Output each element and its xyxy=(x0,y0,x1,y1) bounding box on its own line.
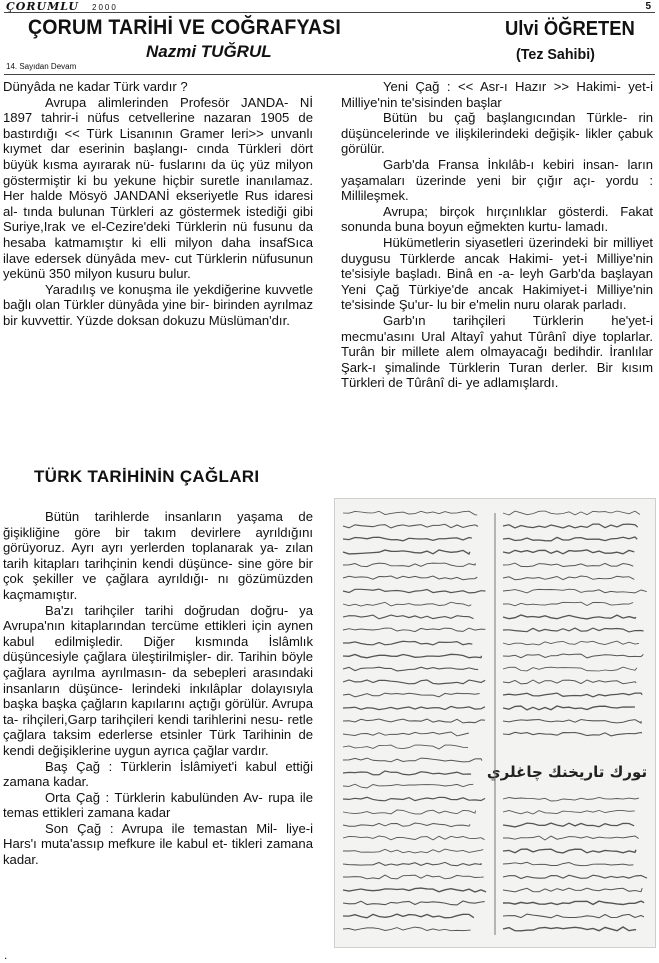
text-line: daha insafSıca ilave edersek dünyâda mev- xyxy=(3,234,314,266)
text-line: bedihdir. İranlılar Şark-ı şimalinde Türklerin xyxy=(341,344,654,375)
text-line: leyh Garb'da başlayan Yeni Çağ Türkiye'de xyxy=(341,266,653,297)
text-line: Orta Çağ : Türklerin kabulünden Av- xyxy=(45,789,263,805)
paragraph xyxy=(3,603,313,759)
scanned-page-drawing xyxy=(335,499,655,947)
text-line: ettiği zamana kadar. xyxy=(3,758,313,790)
text-line: nı gözümüzden kaçmamıştır. xyxy=(3,571,313,602)
scan-text-line xyxy=(343,628,485,632)
text-line: cut Türklerin nüfusunun yekünü 350 milyon xyxy=(3,250,313,282)
paragraph xyxy=(3,79,313,95)
text-line: Garb'ın tarihçileri Türklerin he'yet-i xyxy=(383,312,653,328)
article-author: Nazmi TUĞRUL xyxy=(146,42,272,61)
left-column-text xyxy=(3,79,313,329)
scan-text-line xyxy=(503,706,635,710)
text-line: rin düşüncelerinde ve ilişkilerindeki değişik- xyxy=(341,110,654,141)
scan-text-line xyxy=(343,849,483,853)
paragraph xyxy=(3,282,313,329)
scan-text-line xyxy=(503,602,633,606)
text-line: bir milliyet duygusu Türklerde ancak Hakimi- xyxy=(341,234,654,266)
scan-text-line xyxy=(343,654,481,658)
text-line: için aynen kabul edilmişledir. Diğer kısmında xyxy=(3,618,313,649)
paragraph xyxy=(3,509,313,603)
scan-text-line xyxy=(503,654,643,658)
scan-text-line xyxy=(503,732,642,736)
text-line: dokuzu Müslüman'dır. xyxy=(162,312,290,328)
text-line: Hükümetlerin siyasetleri üzerindeki xyxy=(383,234,589,250)
scan-text-line xyxy=(503,798,639,802)
paragraph xyxy=(341,110,653,157)
text-line: kuvvetle bağlı olan Türkler dünyâda yine bir- xyxy=(3,281,313,313)
text-line: kusuru bulur. xyxy=(115,266,191,282)
text-line: liye-i Hars'ı muta'assıp mefkure ile kabul et- xyxy=(3,820,313,852)
scan-text-line xyxy=(343,836,485,840)
text-line: Ba'zı tarihçiler tarihi doğrudan doğru- xyxy=(45,602,289,618)
text-line: ya Avrupa'nın kitaplarından tercüme ettikleri xyxy=(3,602,314,634)
scan-text-line xyxy=(343,524,478,528)
scan-headline: تورك تاريخنك چاغلري xyxy=(486,763,648,781)
text-line: Avrupa alimlerinden Profesör JANDA- xyxy=(45,94,289,110)
title-rule xyxy=(4,74,655,75)
scan-text-line xyxy=(343,667,478,671)
text-line: rupa ile temas ettikleri zamana kadar xyxy=(3,789,313,821)
text-line: rihçileri,Garp tarihçileri kendi tarihlerini nesu- xyxy=(22,711,284,727)
scan-text-line xyxy=(343,680,485,684)
text-line: ların yaşamaları üzerinde yeni bir çığır açı- xyxy=(341,156,653,188)
issue-year: 2000 xyxy=(92,3,118,12)
scan-text-line xyxy=(343,784,473,788)
trailing-mark: . xyxy=(4,948,8,962)
paragraph xyxy=(3,821,313,868)
scan-text-line xyxy=(343,563,475,567)
text-line: Turan derler. Bir kısım Türkleri de Tûrânî di- xyxy=(341,359,653,391)
paragraph xyxy=(341,313,653,391)
text-line: yet-i Milliye'nin te'sisiyle başladı. Binâ en -a- xyxy=(341,250,653,282)
owner-name: Ulvi ÖĞRETEN xyxy=(505,18,635,40)
text-line: Yaradılış ve konuşma ile yekdiğerine xyxy=(45,281,261,297)
scan-text-line xyxy=(343,602,471,606)
right-column-text xyxy=(341,79,653,391)
text-line: retle çağlara taksim ederlerse etsinler Türk xyxy=(3,711,314,743)
scan-text-line xyxy=(343,758,482,762)
text-line: lamadı. xyxy=(565,219,609,235)
scan-text-line xyxy=(503,680,636,684)
scan-text-line xyxy=(343,901,485,905)
scan-text-line xyxy=(503,550,634,554)
scan-text-line xyxy=(343,745,468,749)
scan-text-line xyxy=(343,537,472,541)
scan-text-line xyxy=(503,667,637,671)
text-line: çağlar vardır. xyxy=(192,742,269,758)
scan-text-line xyxy=(343,797,485,801)
text-line: Son Çağ : Avrupa ile temastan Mil- xyxy=(45,820,278,836)
paragraph xyxy=(341,79,653,110)
scan-text-line xyxy=(343,732,469,736)
scan-text-line xyxy=(503,823,634,827)
paragraph xyxy=(341,204,653,235)
text-line: cında Türkleri dört büyük kısma ayırarak nü- xyxy=(3,141,313,172)
scan-text-line xyxy=(503,563,633,567)
scan-text-line xyxy=(503,589,647,593)
scan-text-line xyxy=(503,720,641,724)
text-line: da sebepleri arasındaki insanların düşünce- xyxy=(3,664,314,696)
text-line: Mösyö JANDANİ ekseriyetle Rus idaresi al- xyxy=(3,188,314,219)
scan-text-line xyxy=(343,693,480,697)
text-line: Dünyâda ne kadar Türk vardır ? xyxy=(3,79,188,94)
text-line: dir. Tarihin böyle çağlara ayrılma ayrılmasın- xyxy=(3,649,313,680)
text-line: ancak Hakimiyet-i Milliye'nin te'sisinde Şu'ur- xyxy=(341,281,653,313)
text-line: tikleri zamana kadar. xyxy=(3,836,313,868)
scan-text-line xyxy=(503,511,640,515)
header-rule xyxy=(4,12,655,13)
scan-text-line xyxy=(503,862,633,865)
text-line: tında bulunan Türkleri az göstermek istediği xyxy=(23,203,287,219)
scan-text-line xyxy=(343,550,470,554)
scan-text-line xyxy=(343,823,470,827)
text-line: ğişikliğine göre bir takım devirlere ayrıldığını xyxy=(3,524,313,540)
scan-text-line xyxy=(503,888,642,892)
scan-text-line xyxy=(343,862,481,865)
text-line: fusunu da hesaba katmamıştır ki elli milyon xyxy=(3,219,314,250)
text-line: fuslarını da üç yüz milyon göstermiştir ki bu xyxy=(3,156,313,188)
scan-text-line xyxy=(343,810,475,814)
section-body-text xyxy=(3,509,313,868)
paragraph xyxy=(3,95,313,282)
text-line: yekune hiçbir suretle inanılamaz. Her halde xyxy=(3,172,313,204)
text-line: Nİ 1897 tahrir-i nüfus cetvellerine nazaran xyxy=(3,94,314,126)
scan-text-line xyxy=(503,537,637,541)
text-line: Baş Çağ : Türklerin İslâmiyet'i kabul xyxy=(45,758,277,774)
text-line: gibi Suriye,Irak ve el-Cezire'deki Türklerin nü xyxy=(3,203,314,235)
text-line: 1905 de bastırdığı << Türk Lisanının Gramer xyxy=(3,110,313,141)
text-line: görüyoruz. Ayrı ayrı yerlerden toplanarak ya- xyxy=(3,540,279,556)
text-line: Bütün tarihlerde insanların yaşama de xyxy=(45,509,313,524)
section-heading: TÜRK TARİHİNİN ÇAĞLARI xyxy=(34,467,260,486)
scan-text-line xyxy=(503,914,644,918)
scan-text-line xyxy=(503,693,642,697)
scan-text-line xyxy=(343,615,473,619)
scan-text-line xyxy=(343,641,472,645)
scan-text-line xyxy=(503,524,638,528)
text-line: leri>> unvanlı kıymet dar eserinin başlangı- xyxy=(3,125,313,157)
article-title: ÇORUM TARİHİ VE COĞRAFYASI xyxy=(28,16,342,39)
text-line: mecmu'asını Ural Altayî yahut Tûrânî diye xyxy=(341,328,597,344)
paragraph xyxy=(341,235,653,313)
paragraph xyxy=(3,790,313,821)
scan-text-line xyxy=(343,576,477,580)
text-line: zılan tarih kitapları tarihçinin kendi düşünce- xyxy=(3,540,314,571)
text-line: lu bir e'melin nuru olarak parladı. xyxy=(436,297,627,313)
text-line: birinden ayrılmaz bir kuvvettir. Yüzde doksan xyxy=(3,297,313,328)
text-line: Fakat sonunda buna boyun eğmekten kurtu- xyxy=(341,203,654,235)
text-line: Tarihinin de kendi değişiklerine uygun ayrıca xyxy=(3,727,314,758)
text-line: yet-i Milliye'nin te'sisinden başlar xyxy=(341,79,653,110)
scan-text-line xyxy=(503,641,639,645)
scan-text-line xyxy=(343,888,486,892)
scan-text-line xyxy=(343,719,485,723)
scan-text-line xyxy=(343,875,484,879)
text-line: lerindeki inkılâplar dolayısıyla başka başka xyxy=(3,680,313,712)
scan-text-line xyxy=(503,628,644,632)
scan-text-line xyxy=(503,615,636,619)
scan-text-line xyxy=(503,810,635,814)
text-line: sine göre bir çok şekiller ve çağlara ayrıldığı- xyxy=(3,555,313,587)
masthead-logo: ÇORUMLU xyxy=(6,0,79,13)
scan-text-line xyxy=(503,927,636,931)
text-line: Avrupa; birçok hırçınlıklar gösterdi. xyxy=(383,203,609,219)
paragraph xyxy=(3,759,313,790)
scan-text-line xyxy=(343,589,485,593)
text-line: Garb'da Fransa İnkılâb-ı kebiri insan- xyxy=(383,156,619,172)
text-line: çağların kapılarını açtığı görülür. Avrupa ta- xyxy=(3,696,313,727)
scan-text-line xyxy=(503,576,634,580)
scan-text-line xyxy=(343,511,477,515)
scan-text-line xyxy=(343,927,471,931)
text-line: İslâmlık düşüncesiyle çağlara üleştirilmişler- xyxy=(3,633,313,665)
text-line: Yeni Çağ : << Asr-ı Hazır >> Hakimi- xyxy=(383,79,621,94)
text-line: yordu : Millileşmek. xyxy=(341,172,653,204)
page-number: 5 xyxy=(645,1,651,12)
scan-text-line xyxy=(503,901,644,904)
scan-text-line xyxy=(503,836,639,840)
scan-text-line xyxy=(503,875,647,878)
scanned-ottoman-page-image xyxy=(334,498,656,948)
text-line: likler çabuk görülür. xyxy=(341,125,653,157)
continuation-note: 14. Sayıdan Devam xyxy=(6,62,77,71)
text-line: Bütün bu çağ başlangıcından Türkle- xyxy=(383,110,628,126)
scan-text-line xyxy=(343,771,471,775)
text-line: toplarlar. Turân bir millete alem olmayacağı xyxy=(341,328,653,360)
text-line: ye adlamışlardı. xyxy=(465,375,559,391)
scan-text-line xyxy=(503,849,636,853)
paragraph xyxy=(341,157,653,204)
scan-text-line xyxy=(343,914,474,918)
scan-text-line xyxy=(343,706,485,709)
owner-role: (Tez Sahibi) xyxy=(516,46,595,63)
